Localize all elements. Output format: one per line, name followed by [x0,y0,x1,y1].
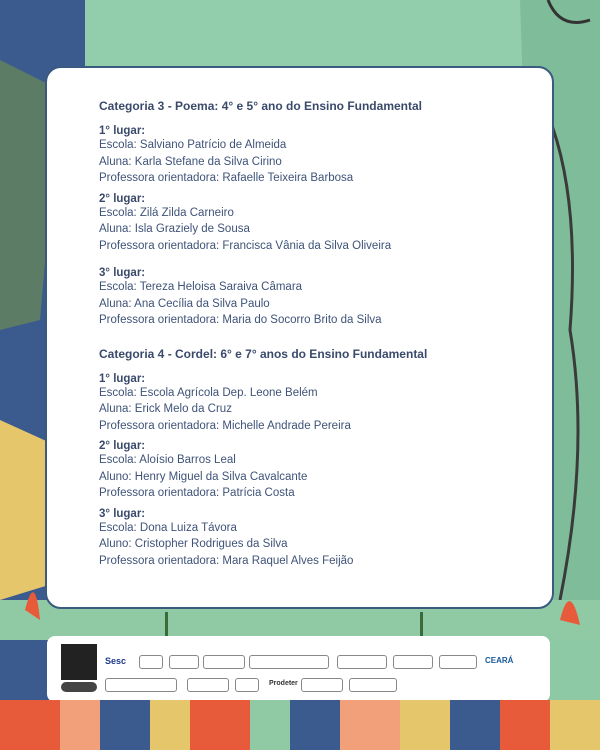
logo-icon [337,655,387,669]
results-card [45,66,554,609]
winner-detail: Escola: Aloísio Barros Leal [99,454,236,466]
winner-detail: Escola: Dona Luiza Távora [99,521,237,534]
winner-detail: Professora orientadora: Francisca Vânia da Silva Oliveira [99,239,392,252]
winner-detail: Professora orientadora: Rafaelle Teixeira Barbosa [99,172,354,184]
logo-icon [393,655,433,669]
logo-icon [235,678,259,692]
logo-icon [105,678,177,692]
place-title: 2° lugar: [99,440,146,452]
category-heading: Categoria 4 - Cordel: 6° e 7° anos do Ensino Fundamental [99,346,428,361]
winner-detail: Aluna: Karla Stefane da Silva Cirino [99,155,282,168]
place-title: 2° lugar: [99,192,146,205]
logo-sesc: Sesc [105,656,127,666]
logo-icon [349,678,397,692]
logo-icon [139,655,163,669]
logo-icon [169,655,199,669]
winner-detail: Professora orientadora: Patrícia Costa [99,487,295,499]
winner-detail: Escola: Escola Agrícola Dep. Leone Belém [99,386,318,399]
decorative-stripes [0,700,600,750]
results-list [99,99,532,569]
place-title: 3° lugar: [99,507,146,520]
winner-detail: Aluno: Cristopher Rodrigues da Silva [99,538,288,550]
category-heading: Categoria 3 - Poema: 4° e 5° ano do Ensino Fundamental [99,99,422,113]
logo-icon [439,655,477,669]
winner-detail: Professora orientadora: Maria do Socorro Brito da Silva [99,314,382,326]
place-title: 3° lugar: [99,267,146,279]
winner-detail: Aluno: Henry Miguel da Silva Cavalcante [99,470,308,483]
logo-ceara: CEARÁ [485,656,514,665]
winner-detail: Escola: Zilá Zilda Carneiro [99,206,234,219]
logo-prodeter: Prodeter [269,680,298,687]
winner-detail: Escola: Salviano Patrício de Almeida [99,139,287,151]
logo-icon [249,655,329,669]
winner-detail: Aluna: Isla Graziely de Sousa [99,223,250,235]
logo-icon [301,678,343,692]
logo-icon [203,655,245,669]
place-title: 1° lugar: [99,125,146,137]
instagram-handle-icon [61,682,97,692]
sponsors-footer [47,636,550,702]
winner-detail: Aluna: Ana Cecília da Silva Paulo [99,297,270,310]
winner-detail: Professora orientadora: Mara Raquel Alves Feijão [99,554,354,567]
logo-icon [187,678,229,692]
qr-code-icon [61,644,97,680]
winner-detail: Aluna: Erick Melo da Cruz [99,403,232,415]
winner-detail: Escola: Tereza Heloisa Saraiva Câmara [99,281,303,293]
winner-detail: Professora orientadora: Michelle Andrade Pereira [99,419,351,432]
place-title: 1° lugar: [99,372,146,385]
